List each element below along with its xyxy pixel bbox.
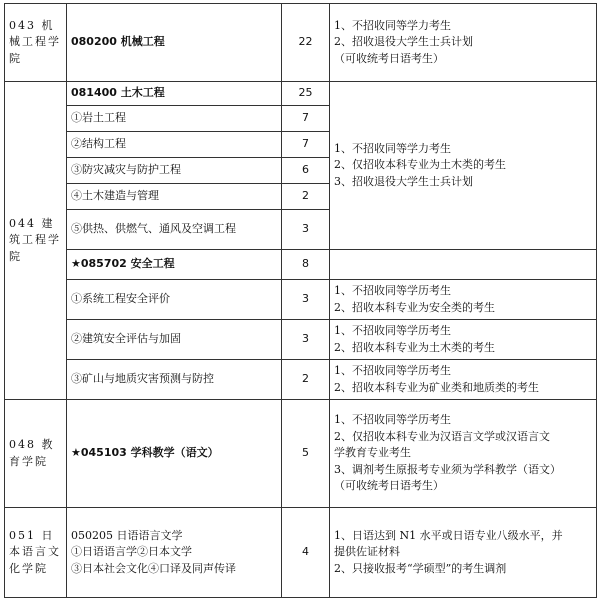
remarks-cell [330, 4, 597, 82]
major-cell: 080200 机械工程 [67, 4, 282, 82]
remark-line: 1、不招收同等学力考生 [334, 18, 451, 32]
quota-cell: 25 [282, 82, 330, 106]
remark-line: 1、不招收同等学力考生 [334, 141, 451, 155]
quota-cell: 22 [282, 4, 330, 82]
remark-line: 2、招收本科专业为安全类的考生 [334, 300, 495, 314]
major-cell: ⑤供热、供燃气、通风及空调工程 [67, 210, 282, 250]
remark-line: 1、不招收同等学历考生 [334, 324, 451, 337]
remark-line: 1、不招收同等学历考生 [334, 364, 451, 377]
quota-cell: 6 [282, 158, 330, 184]
quota-cell: 3 [282, 320, 330, 360]
remark-line: 提供佐证材料 [334, 545, 400, 559]
major-cell: ②结构工程 [67, 132, 282, 158]
major-cell: ③矿山与地质灾害预测与防控 [67, 360, 282, 400]
college-cell: 051 日本语言文化学院 [5, 508, 67, 598]
quota-cell: 3 [282, 210, 330, 250]
remarks-cell [330, 280, 597, 320]
remark-line: 学教育专业考生 [334, 446, 411, 460]
major-cell: ①岩土工程 [67, 106, 282, 132]
table-row [5, 360, 597, 400]
college-cell: 043 机械工程学院 [5, 4, 67, 82]
remarks-cell [330, 360, 597, 400]
remarks-cell [330, 400, 597, 508]
table-row [5, 400, 597, 508]
quota-cell: 8 [282, 250, 330, 280]
major-cell: 081400 土木工程 [67, 82, 282, 106]
remarks-cell [330, 82, 597, 250]
quota-cell: 2 [282, 184, 330, 210]
quota-cell: 2 [282, 360, 330, 400]
remark-line: （可收统考日语考生） [334, 479, 444, 493]
quota-cell: 5 [282, 400, 330, 508]
table-row [5, 280, 597, 320]
remark-line: 1、不招收同等学历考生 [334, 284, 451, 297]
quota-cell: 7 [282, 132, 330, 158]
table-row [5, 250, 597, 280]
remark-line: 3、调剂考生原报考专业须为学科教学（语文） [334, 462, 561, 476]
remark-line: 2、招收本科专业为矿业类和地质类的考生 [334, 380, 539, 394]
admissions-table [4, 3, 597, 598]
remark-line: 1、日语达到 N1 水平或日语专业八级水平，并 [334, 528, 563, 542]
major-cell: ③防灾减灾与防护工程 [67, 158, 282, 184]
remarks-cell [330, 250, 597, 280]
table-row [5, 320, 597, 360]
remark-line: 2、仅招收本科专业为汉语言文学或汉语言文 [334, 429, 550, 443]
remarks-cell [330, 320, 597, 360]
remark-line: （可收统考日语考生） [334, 51, 444, 65]
major-cell: 050205 日语语言文学 ①日语语言学②日本文学 ③日本社会文化④口译及同声传译 [67, 508, 282, 598]
college-cell: 044 建筑工程学院 [5, 82, 67, 400]
table-row [5, 508, 597, 598]
quota-cell: 4 [282, 508, 330, 598]
major-cell: ★045103 学科教学（语文） [67, 400, 282, 508]
major-cell: ④土木建造与管理 [67, 184, 282, 210]
table-row [5, 82, 597, 106]
remark-line: 2、只接收报考“学硕型”的考生调剂 [334, 561, 507, 575]
college-cell: 048 教育学院 [5, 400, 67, 508]
remark-line: 1、不招收同等学历考生 [334, 413, 451, 427]
remark-line: 2、仅招收本科专业为土木类的考生 [334, 158, 506, 172]
remarks-cell [330, 508, 597, 598]
remark-line: 2、招收退役大学生士兵计划 [334, 35, 473, 49]
remark-line: 2、招收本科专业为土木类的考生 [334, 340, 495, 354]
major-cell: ②建筑安全评估与加固 [67, 320, 282, 360]
table-row [5, 4, 597, 82]
quota-cell: 3 [282, 280, 330, 320]
remark-line: 3、招收退役大学生士兵计划 [334, 174, 473, 188]
quota-cell: 7 [282, 106, 330, 132]
major-cell: ①系统工程安全评价 [67, 280, 282, 320]
major-cell: ★085702 安全工程 [67, 250, 282, 280]
